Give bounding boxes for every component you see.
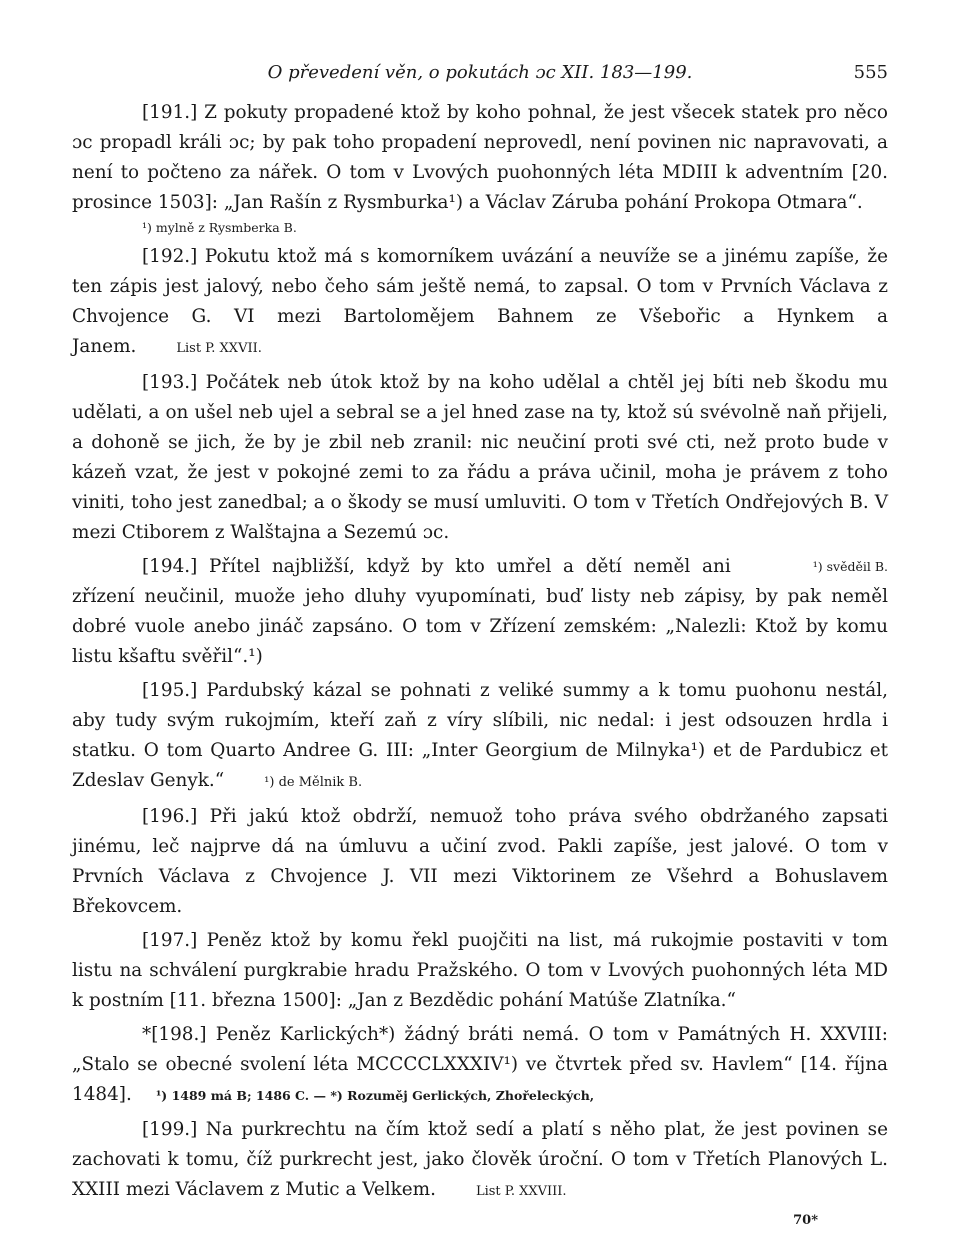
footnote-194: ¹) svěděil B. [812, 559, 888, 574]
section-193: [193.] Počátek neb útok ktož by na koho udělal a chtěl jej bíti neb škodu mu udělati, a on ušel neb ujel a sebral se a jel hned zase na ty, ktož sú svévolně naň přijeli, a dohoně se jich, že by je zbil neb zranil: nic neučiní proti své cti, než proto bude v kázeň vzat, že jest v pokojné zemi to za řádu a práva učinil, moha je právem z toho viniti, toho jest zanedbal; a o škody se musí umluviti. O tom v Třetích Ondřejových B. V mezi Ctiborem z Walštajna a Sezemú ɔc. [72, 372, 888, 543]
section-191: [191.] Z pokuty propadené ktož by koho pohnal, že jest všecek statek pro něco ɔc propadl králi ɔc; by pak toho propadení neprovedl, není povinen nic napravovati, a není to počteno za nářek. O tom v Lvových puohonných léta MDIII k adventním [20. prosince 1503]: „Jan Rašín z Rysmburka¹) a Václav Záruba pohání Prokopa Otmara“. [72, 102, 888, 213]
footnote-195: ¹) de Mělnik B. [264, 775, 363, 790]
signature-mark: 70* [793, 1213, 818, 1228]
section-196: [196.] Při jakú ktož obdrží, nemuož toho práva svého obdržaného zapsati jinému, leč najprve dá na úmluvu a učiní zvod. Pakli zapíše, jest jalové. O tom v Prvních Václava z Chvojence J. VII mezi Viktorinem ze Všehrd a Bohuslavem Břekovcem. [72, 806, 888, 917]
running-title: O převedení věn, o pokutách ɔc XII. 183—199. [267, 62, 693, 83]
folio-ref-192: List P. XXVII. [176, 341, 262, 356]
section-195 [72, 676, 888, 798]
section-194 [72, 552, 888, 672]
section-194-text: [194.] Přítel najbližší, když by kto umřel a dětí neměl ani zřízení neučinil, muože jeho dluhy vyupomínati, buď listy neb zápisy, by pak neměl dobré vuole anebo jináč zapsáno. O tom v Zřízení zemském: „Nalezli: Ktož by komu listu kšaftu svěřil“.¹) [72, 556, 888, 667]
footnote-198: ¹) 1489 má B; 1486 C. — *) Rozuměj Gerlických, Zhořeleckých, [155, 1088, 595, 1103]
section-198 [72, 1020, 888, 1111]
section-195-text: [195.] Pardubský kázal se pohnati z veliké summy a k tomu puohonu nestál, aby tudy svým rukojmím, kteří zaň z víry slíbili, nic nedal: i jest odsouzen hrdla i statku. O tom Quarto Andree G. III: „Inter Georgium de Milnyka¹) et de Pardubicz et Zdeslav Genyk.“ [72, 680, 888, 791]
running-header [72, 58, 888, 98]
footnote-191: ¹) mylně z Rysmberka B. [142, 220, 297, 235]
section-199 [72, 1115, 888, 1207]
section-199-text: [199.] Na purkrechtu na čím ktož sedí a platí s něho plat, že jest povinen se zachovati k tomu, číž purkrecht jest, jako člověk úroční. O tom v Třetích Planových L. XXIII mezi Václavem z Mutic a Velkem. [72, 1119, 888, 1200]
section-198-text: *[198.] Peněz Karlických*) žádný bráti nemá. O tom v Památných H. XXVIII: „Stalo se obecné svolení léta MCCCCLXXXIV¹) ve čtvrtek před sv. Havlem“ [14. října 1484]. [72, 1024, 888, 1105]
section-197: [197.] Peněz ktož by komu řekl puojčiti na list, má rukojmie postaviti v tom listu na schválení purgkrabie hradu Pražského. O tom v Lvových puohonných léta MD k postním [11. března 1500]: „Jan z Bezdědic pohání Matúše Zlatníka.“ [72, 930, 888, 1011]
section-192 [72, 242, 888, 364]
section-192-text: [192.] Pokutu ktož má s komorníkem uvázání a neuvíže se a jinému zapíše, že ten zápis jest jalový, nebo čeho sám ještě nemá, to zapsal. O tom v Prvních Václava z Chvojence G. VI mezi Bartolomějem Bahnem ze Všebořic a Hynkem a Janem. [72, 246, 888, 357]
document-page [72, 58, 888, 1233]
folio-ref-199: List P. XXVIII. [475, 1184, 567, 1199]
page-number: 555 [853, 62, 888, 83]
